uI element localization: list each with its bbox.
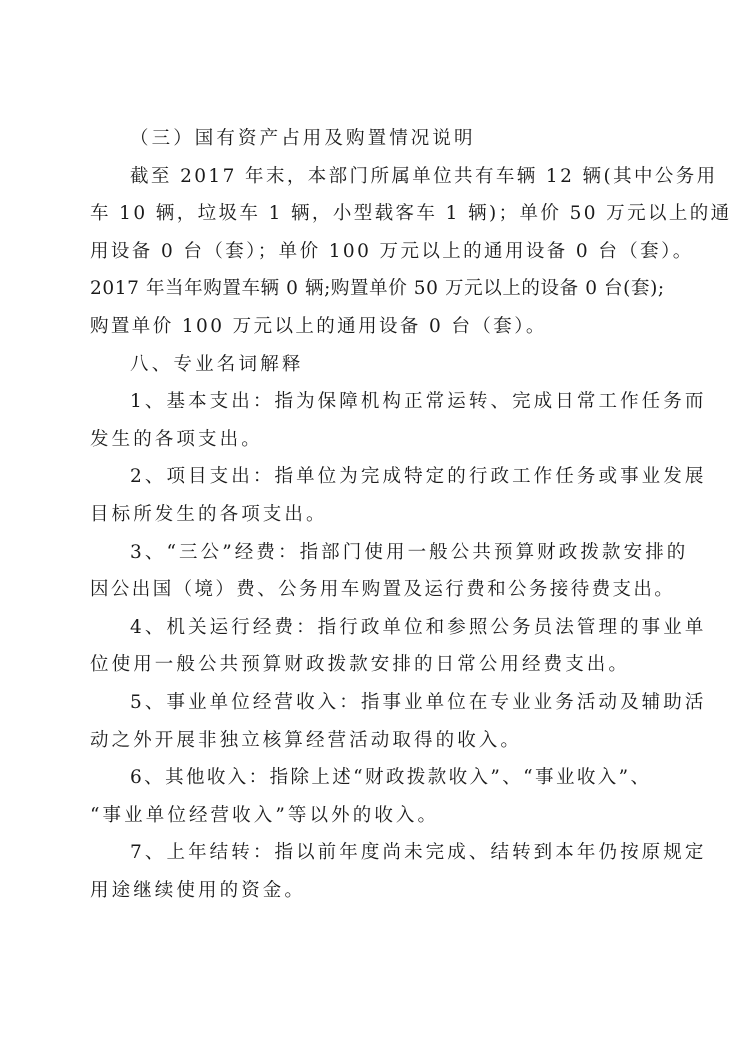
assets-paragraph-line: 车 10 辆，垃圾车 1 辆，小型载客车 1 辆)；单价 50 万元以上的通 xyxy=(90,203,732,225)
term-definition-line: 发生的各项支出。 xyxy=(90,428,263,450)
assets-paragraph-line: 用设备 0 台（套）；单价 100 万元以上的通用设备 0 台（套）。 xyxy=(90,240,694,262)
assets-paragraph-line: 购置单价 100 万元以上的通用设备 0 台（套）。 xyxy=(90,315,547,337)
term-definition-line: 动之外开展非独立核算经营活动取得的收入。 xyxy=(90,729,523,751)
term-definition-line: 4、机关运行经费：指行政单位和参照公务员法管理的事业单 xyxy=(130,616,707,638)
term-definition-line: 7、上年结转：指以前年度尚未完成、结转到本年仍按原规定 xyxy=(130,842,707,864)
assets-section-heading: （三）国有资产占用及购置情况说明 xyxy=(130,128,476,149)
term-definition-line: 1、基本支出：指为保障机构正常运转、完成日常工作任务而 xyxy=(130,391,707,413)
term-definition-line: 3、“三公”经费：指部门使用一般公共预算财政拨款安排的 xyxy=(130,541,689,563)
term-definition-line: 6、其他收入：指除上述“财政拨款收入”、“事业收入”、 xyxy=(130,767,652,789)
term-definition-line: “事业单位经营收入”等以外的收入。 xyxy=(90,804,440,826)
assets-paragraph-line: 2017 年当年购置车辆 0 辆;购置单价 50 万元以上的设备 0 台(套); xyxy=(90,278,665,300)
term-definition-line: 因公出国（境）费、公务用车购置及运行费和公务接待费支出。 xyxy=(90,579,676,601)
term-definition-line: 位使用一般公共预算财政拨款安排的日常公用经费支出。 xyxy=(90,654,631,676)
term-definition-line: 目标所发生的各项支出。 xyxy=(90,503,328,525)
term-definition-line: 2、项目支出：指单位为完成特定的行政工作任务或事业发展 xyxy=(130,466,707,488)
term-definition-line: 5、事业单位经营收入：指事业单位在专业业务活动及辅助活 xyxy=(130,691,707,713)
document-page xyxy=(90,120,732,909)
term-definition-line: 用途继续使用的资金。 xyxy=(90,879,307,901)
terms-section-heading: 八、专业名词解释 xyxy=(130,353,304,375)
assets-paragraph-line: 截至 2017 年末，本部门所属单位共有车辆 12 辆(其中公务用 xyxy=(130,165,718,187)
